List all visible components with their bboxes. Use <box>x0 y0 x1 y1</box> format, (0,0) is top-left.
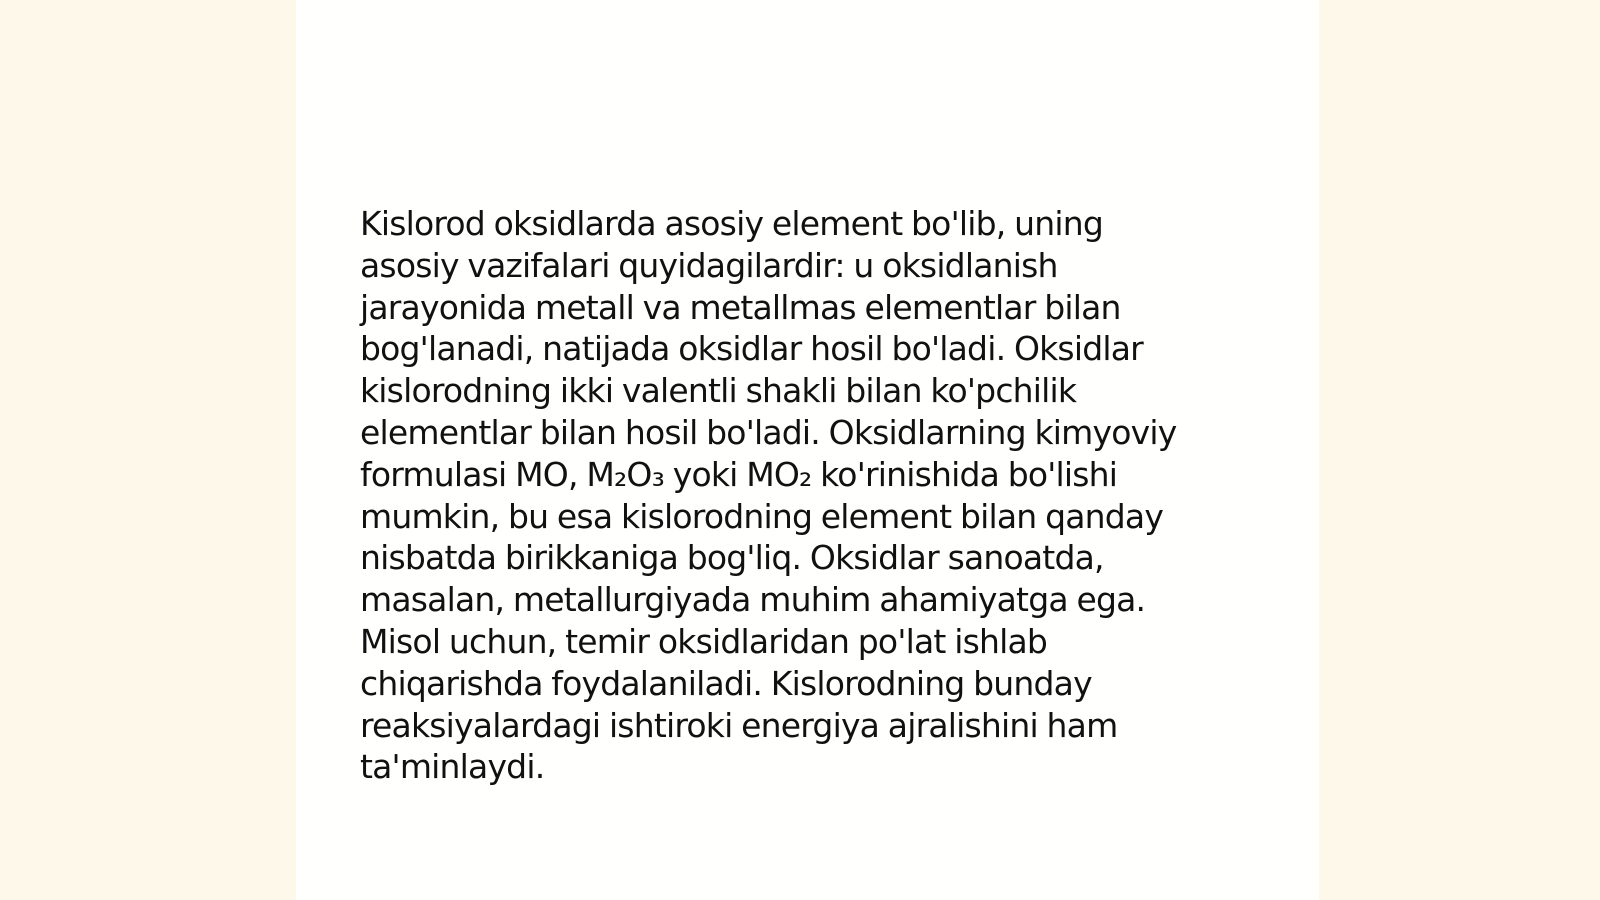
paragraph-line: nisbatda birikkaniga bog'liq. Oksidlar sanoatda, <box>360 538 1104 578</box>
body-paragraph <box>360 203 1230 788</box>
paragraph-line: kislorodning ikki valentli shakli bilan ko'pchilik <box>360 371 1077 411</box>
paragraph-line: bog'lanadi, natijada oksidlar hosil bo'ladi. Oksidlar <box>360 329 1143 369</box>
paragraph-line: Misol uchun, temir oksidlaridan po'lat ishlab <box>360 621 1048 661</box>
paragraph-line: reaksiyalardagi ishtiroki energiya ajralishini ham <box>360 705 1118 745</box>
paragraph-line: formulasi MO, M₂O₃ yoki MO₂ ko'rinishida bo'lishi <box>360 454 1118 494</box>
paragraph-line: ta'minlaydi. <box>360 747 545 787</box>
page <box>296 0 1319 900</box>
paragraph-line: jarayonida metall va metallmas elementlar bilan <box>360 287 1121 327</box>
paragraph-line: chiqarishda foydalaniladi. Kislorodning bunday <box>360 663 1092 703</box>
paragraph-line: mumkin, bu esa kislorodning element bilan qanday <box>360 496 1164 536</box>
paragraph-line: masalan, metallurgiyada muhim ahamiyatga ega. <box>360 580 1146 620</box>
paragraph-line: asosiy vazifalari quyidagilardir: u oksidlanish <box>360 245 1058 285</box>
paragraph-line: Kislorod oksidlarda asosiy element bo'lib, uning <box>360 204 1103 243</box>
paragraph-line: elementlar bilan hosil bo'ladi. Oksidlarning kimyoviy <box>360 412 1177 452</box>
